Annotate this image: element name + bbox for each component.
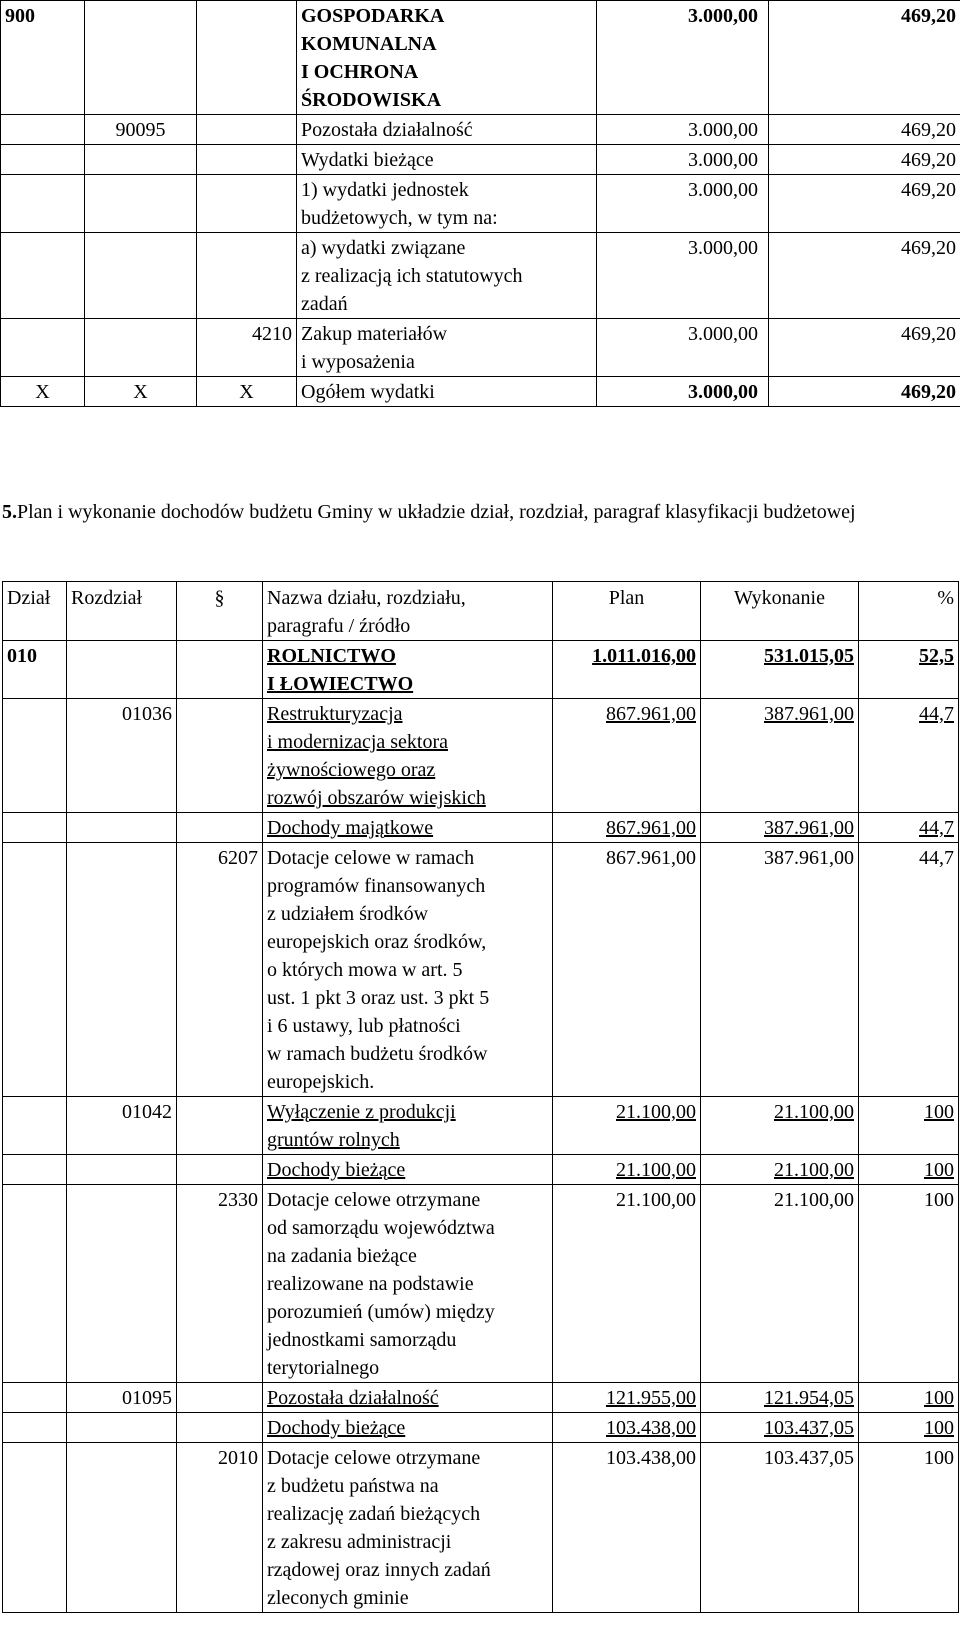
cell-procent xyxy=(859,1155,959,1185)
cell-dzial xyxy=(1,1,85,115)
cell-nazwa-text: Pozostała działalność xyxy=(301,119,473,141)
cell-paragraf-text: 6207 xyxy=(218,847,258,869)
cell-paragraf xyxy=(197,319,297,377)
cell-nazwa-text: Ogółem wydatki xyxy=(301,381,435,403)
cell-plan-text: 3.000,00 xyxy=(688,381,758,403)
cell-plan xyxy=(553,1097,701,1155)
cell-paragraf xyxy=(177,1383,263,1413)
cell-rozdzial-text: 01042 xyxy=(122,1101,172,1123)
cell-wykonanie xyxy=(701,813,859,843)
cell-procent xyxy=(859,1413,959,1443)
cell-rozdzial xyxy=(67,813,177,843)
cell-dzial xyxy=(3,1443,67,1613)
cell-rozdzial xyxy=(67,1413,177,1443)
income-row xyxy=(3,641,959,699)
cell-plan-text: 3.000,00 xyxy=(688,119,758,141)
cell-plan xyxy=(553,699,701,813)
cell-nazwa xyxy=(263,699,553,813)
cell-paragraf xyxy=(177,813,263,843)
cell-nazwa-text: Dotacje celowe otrzymane od samorządu województwa na zadania bieżące realizowane na podstawie porozumień (umów) między jednostkami samorządu terytorialnego xyxy=(267,1189,495,1379)
cell-plan-text: 103.438,00 xyxy=(606,1447,696,1469)
cell-dzial xyxy=(1,319,85,377)
cell-plan xyxy=(553,843,701,1097)
cell-wykonanie-text: 469,20 xyxy=(901,5,956,27)
cell-dzial xyxy=(3,1155,67,1185)
cell-nazwa xyxy=(263,1443,553,1613)
cell-procent-text: 100 xyxy=(924,1101,954,1123)
cell-plan xyxy=(597,319,769,377)
cell-plan xyxy=(553,1155,701,1185)
cell-plan-text: 3.000,00 xyxy=(688,5,758,27)
cell-dzial xyxy=(3,641,67,699)
cell-dzial xyxy=(1,145,85,175)
cell-paragraf xyxy=(177,1413,263,1443)
cell-dzial-text: 010 xyxy=(7,645,37,667)
cell-wykonanie xyxy=(701,699,859,813)
cell-dzial xyxy=(3,843,67,1097)
cell-paragraf xyxy=(177,641,263,699)
cell-plan-text: 1.011.016,00 xyxy=(592,645,696,667)
cell-plan-text: 3.000,00 xyxy=(688,179,758,201)
cell-wykonanie-text: 531.015,05 xyxy=(764,645,854,667)
cell-rozdzial xyxy=(85,1,197,115)
cell-procent xyxy=(859,813,959,843)
cell-wykonanie-text: 21.100,00 xyxy=(774,1101,854,1123)
cell-procent xyxy=(859,1383,959,1413)
cell-nazwa-text: Dochody majątkowe xyxy=(267,817,434,839)
cell-rozdzial xyxy=(85,145,197,175)
cell-paragraf xyxy=(177,1443,263,1613)
cell-wykonanie xyxy=(701,1185,859,1383)
cell-rozdzial-text: X xyxy=(133,381,148,403)
cell-dzial xyxy=(3,1185,67,1383)
cell-nazwa-text: Dochody bieżące xyxy=(267,1159,406,1181)
cell-nazwa xyxy=(263,1413,553,1443)
cell-paragraf xyxy=(197,1,297,115)
cell-wykonanie-text: 469,20 xyxy=(901,381,956,403)
income-row xyxy=(3,843,959,1097)
cell-paragraf xyxy=(177,1155,263,1185)
cell-plan-text: 21.100,00 xyxy=(616,1189,696,1211)
cell-rozdzial xyxy=(67,843,177,1097)
cell-nazwa xyxy=(263,813,553,843)
expenditure-table xyxy=(0,0,960,407)
cell-nazwa-text: Wydatki bieżące xyxy=(301,149,434,171)
cell-nazwa-text: Restrukturyzacja i modernizacja sektora żywnościowego oraz rozwój obszarów wiejskich xyxy=(267,703,486,809)
section-number: 5. xyxy=(2,501,17,523)
header-procent: % xyxy=(859,582,959,641)
cell-nazwa-text: a) wydatki związane z realizacją ich statutowych zadań xyxy=(301,237,523,315)
cell-dzial-text: 900 xyxy=(5,5,35,27)
income-table-header xyxy=(3,582,959,641)
cell-plan-text: 103.438,00 xyxy=(606,1417,696,1439)
header-plan: Plan xyxy=(553,582,701,641)
cell-procent-text: 44,7 xyxy=(919,703,954,725)
income-row xyxy=(3,813,959,843)
cell-paragraf xyxy=(177,699,263,813)
cell-wykonanie xyxy=(769,145,960,175)
income-row xyxy=(3,1413,959,1443)
cell-wykonanie xyxy=(769,377,960,407)
cell-plan xyxy=(597,233,769,319)
cell-plan-text: 867.961,00 xyxy=(606,847,696,869)
cell-nazwa-text: ROLNICTWO I ŁOWIECTWO xyxy=(267,645,414,695)
cell-rozdzial xyxy=(67,641,177,699)
cell-dzial-text: X xyxy=(35,381,50,403)
cell-plan xyxy=(597,175,769,233)
expenditure-row xyxy=(1,115,960,145)
cell-plan-text: 3.000,00 xyxy=(688,237,758,259)
cell-plan xyxy=(553,641,701,699)
cell-paragraf xyxy=(177,1185,263,1383)
cell-procent-text: 100 xyxy=(924,1447,954,1469)
cell-procent xyxy=(859,699,959,813)
cell-rozdzial-text: 01036 xyxy=(122,703,172,725)
header-nazwa-text: Nazwa działu, rozdziału, paragrafu / źródło xyxy=(267,587,466,637)
income-row xyxy=(3,1155,959,1185)
cell-procent-text: 44,7 xyxy=(919,817,954,839)
cell-rozdzial xyxy=(67,699,177,813)
cell-dzial xyxy=(3,1413,67,1443)
cell-nazwa-text: GOSPODARKA KOMUNALNA I OCHRONA ŚRODOWISKA xyxy=(301,5,445,111)
cell-dzial xyxy=(1,115,85,145)
cell-nazwa xyxy=(263,641,553,699)
header-nazwa xyxy=(263,582,553,641)
cell-nazwa xyxy=(297,175,597,233)
cell-wykonanie-text: 469,20 xyxy=(901,237,956,259)
cell-wykonanie-text: 469,20 xyxy=(901,323,956,345)
cell-dzial xyxy=(1,233,85,319)
cell-paragraf xyxy=(177,843,263,1097)
cell-rozdzial xyxy=(67,1155,177,1185)
cell-dzial xyxy=(3,699,67,813)
cell-nazwa-text: 1) wydatki jednostek budżetowych, w tym na: xyxy=(301,179,498,229)
cell-plan-text: 867.961,00 xyxy=(606,703,696,725)
cell-plan xyxy=(553,813,701,843)
cell-procent xyxy=(859,1443,959,1613)
cell-rozdzial xyxy=(67,1097,177,1155)
cell-wykonanie xyxy=(701,1443,859,1613)
header-dzial: Dział xyxy=(3,582,67,641)
cell-wykonanie-text: 469,20 xyxy=(901,149,956,171)
expenditure-row xyxy=(1,145,960,175)
cell-paragraf xyxy=(197,115,297,145)
cell-wykonanie-text: 103.437,05 xyxy=(764,1417,854,1439)
cell-procent-text: 44,7 xyxy=(919,847,954,869)
cell-nazwa-text: Dochody bieżące xyxy=(267,1417,406,1439)
header-paragraf: § xyxy=(177,582,263,641)
cell-paragraf-text: 4210 xyxy=(252,323,292,345)
cell-nazwa xyxy=(263,843,553,1097)
cell-wykonanie xyxy=(769,115,960,145)
income-table xyxy=(2,581,959,1613)
cell-wykonanie-text: 469,20 xyxy=(901,119,956,141)
cell-plan xyxy=(553,1383,701,1413)
cell-nazwa xyxy=(263,1185,553,1383)
cell-procent xyxy=(859,1097,959,1155)
cell-wykonanie-text: 121.954,05 xyxy=(764,1387,854,1409)
cell-nazwa xyxy=(297,1,597,115)
cell-dzial xyxy=(1,377,85,407)
cell-paragraf-text: 2010 xyxy=(218,1447,258,1469)
income-row xyxy=(3,1097,959,1155)
cell-nazwa xyxy=(297,145,597,175)
cell-nazwa xyxy=(297,377,597,407)
cell-wykonanie xyxy=(701,1383,859,1413)
expenditure-row xyxy=(1,233,960,319)
cell-wykonanie-text: 103.437,05 xyxy=(764,1447,854,1469)
income-row xyxy=(3,699,959,813)
cell-rozdzial xyxy=(85,319,197,377)
cell-nazwa-text: Dotacje celowe w ramach programów finansowanych z udziałem środków europejskich oraz środków, o których mowa w art. 5 ust. 1 pkt 3 oraz ust. 3 pkt 5 i 6 ustawy, lub płatności w ramach budżetu środków europejskich. xyxy=(267,847,490,1093)
cell-rozdzial xyxy=(85,175,197,233)
cell-procent-text: 100 xyxy=(924,1159,954,1181)
cell-rozdzial xyxy=(67,1383,177,1413)
cell-procent xyxy=(859,1185,959,1383)
cell-nazwa xyxy=(297,319,597,377)
cell-wykonanie-text: 21.100,00 xyxy=(774,1189,854,1211)
cell-procent-text: 100 xyxy=(924,1387,954,1409)
cell-procent-text: 100 xyxy=(924,1417,954,1439)
cell-plan-text: 867.961,00 xyxy=(606,817,696,839)
cell-rozdzial xyxy=(85,115,197,145)
cell-plan xyxy=(553,1185,701,1383)
cell-nazwa-text: Zakup materiałów i wyposażenia xyxy=(301,323,448,373)
cell-wykonanie xyxy=(769,233,960,319)
cell-nazwa xyxy=(263,1097,553,1155)
income-row xyxy=(3,1185,959,1383)
cell-wykonanie xyxy=(701,1155,859,1185)
cell-procent xyxy=(859,641,959,699)
section-title: Plan i wykonanie dochodów budżetu Gminy w układzie dział, rozdział, paragraf klasyfikacji budżetowej xyxy=(17,501,856,523)
expenditure-row xyxy=(1,1,960,115)
cell-wykonanie xyxy=(701,1097,859,1155)
income-row xyxy=(3,1443,959,1613)
cell-paragraf xyxy=(197,377,297,407)
cell-plan-text: 21.100,00 xyxy=(616,1101,696,1123)
cell-procent-text: 100 xyxy=(924,1189,954,1211)
header-rozdzial: Rozdział xyxy=(67,582,177,641)
expenditure-row xyxy=(1,319,960,377)
header-wykonanie: Wykonanie xyxy=(701,582,859,641)
cell-wykonanie xyxy=(769,319,960,377)
cell-nazwa-text: Wyłączenie z produkcji gruntów rolnych xyxy=(267,1101,456,1151)
cell-plan xyxy=(597,115,769,145)
cell-nazwa xyxy=(263,1383,553,1413)
expenditure-table-body xyxy=(1,1,960,407)
cell-wykonanie-text: 387.961,00 xyxy=(764,817,854,839)
cell-procent-text: 52,5 xyxy=(919,645,954,667)
cell-nazwa-text: Dotacje celowe otrzymane z budżetu państwa na realizację zadań bieżących z zakresu administracji rządowej oraz innych zadań zleconych gminie xyxy=(267,1447,491,1609)
cell-paragraf xyxy=(197,145,297,175)
cell-paragraf xyxy=(177,1097,263,1155)
cell-plan xyxy=(553,1413,701,1443)
income-table-body xyxy=(3,641,959,1613)
cell-rozdzial xyxy=(85,233,197,319)
cell-paragraf xyxy=(197,175,297,233)
cell-nazwa xyxy=(297,115,597,145)
cell-rozdzial xyxy=(85,377,197,407)
cell-plan-text: 121.955,00 xyxy=(606,1387,696,1409)
cell-plan-text: 3.000,00 xyxy=(688,149,758,171)
cell-nazwa xyxy=(263,1155,553,1185)
cell-plan xyxy=(597,1,769,115)
cell-plan-text: 21.100,00 xyxy=(616,1159,696,1181)
cell-wykonanie xyxy=(701,1413,859,1443)
cell-wykonanie xyxy=(769,175,960,233)
cell-dzial xyxy=(3,1097,67,1155)
cell-dzial xyxy=(1,175,85,233)
cell-wykonanie xyxy=(769,1,960,115)
cell-rozdzial-text: 01095 xyxy=(122,1387,172,1409)
expenditure-row xyxy=(1,377,960,407)
cell-wykonanie-text: 387.961,00 xyxy=(764,703,854,725)
cell-paragraf-text: X xyxy=(239,381,254,403)
cell-wykonanie-text: 21.100,00 xyxy=(774,1159,854,1181)
cell-wykonanie-text: 469,20 xyxy=(901,179,956,201)
cell-wykonanie xyxy=(701,843,859,1097)
expenditure-row xyxy=(1,175,960,233)
section-heading xyxy=(2,498,952,526)
cell-nazwa xyxy=(297,233,597,319)
cell-paragraf-text: 2330 xyxy=(218,1189,258,1211)
cell-plan xyxy=(597,377,769,407)
cell-rozdzial xyxy=(67,1185,177,1383)
cell-plan xyxy=(597,145,769,175)
cell-paragraf xyxy=(197,233,297,319)
cell-rozdzial-text: 90095 xyxy=(115,119,166,141)
cell-dzial xyxy=(3,1383,67,1413)
cell-procent xyxy=(859,843,959,1097)
cell-wykonanie-text: 387.961,00 xyxy=(764,847,854,869)
cell-wykonanie xyxy=(701,641,859,699)
cell-rozdzial xyxy=(67,1443,177,1613)
income-row xyxy=(3,1383,959,1413)
cell-dzial xyxy=(3,813,67,843)
cell-plan xyxy=(553,1443,701,1613)
cell-nazwa-text: Pozostała działalność xyxy=(267,1387,439,1409)
cell-plan-text: 3.000,00 xyxy=(688,323,758,345)
